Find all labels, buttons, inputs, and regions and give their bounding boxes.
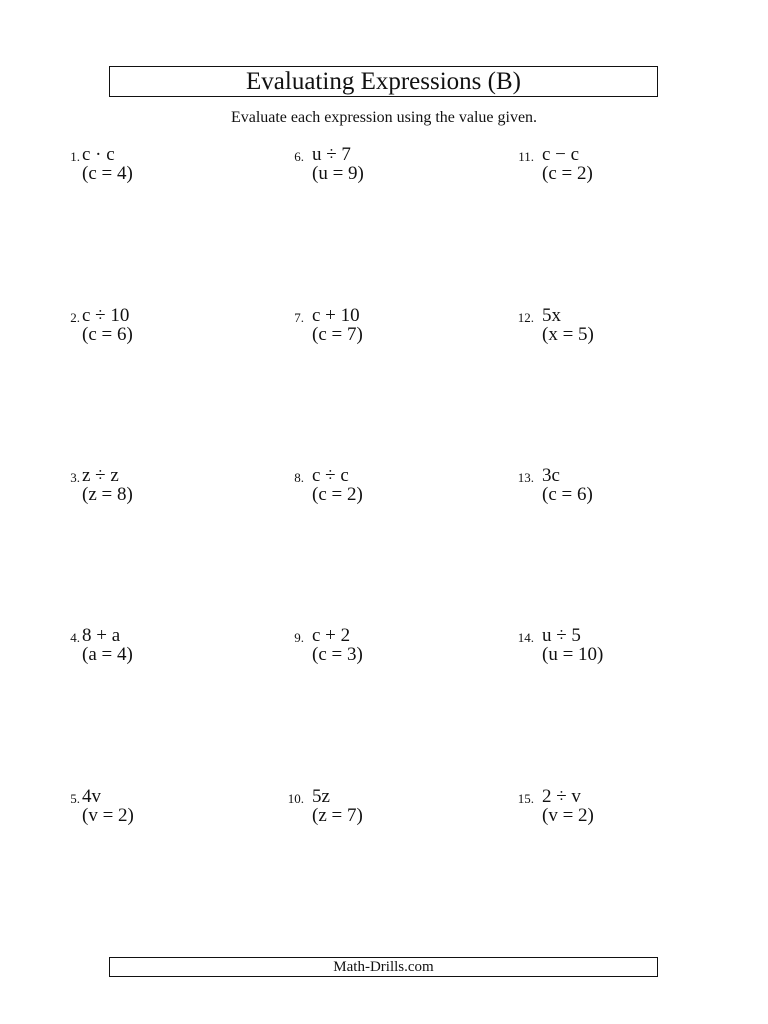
- problem-expression: 4v: [82, 786, 101, 807]
- problem-given-value: (z = 8): [82, 484, 133, 505]
- problem-expression: c − c: [542, 144, 580, 165]
- problem-number: 3.: [70, 470, 80, 485]
- problem-expression: 2 ÷ v: [542, 786, 581, 807]
- problem-expression: c · c: [82, 144, 115, 165]
- problem-number: 1.: [70, 149, 80, 164]
- problem-given-value: (v = 2): [542, 805, 594, 826]
- problem-number: 6.: [294, 149, 304, 164]
- problem-number: 14.: [517, 630, 534, 645]
- footer-site-name: Math-Drills.com: [109, 957, 658, 977]
- problem-number: 5.: [70, 791, 80, 806]
- problem-given-value: (c = 7): [312, 324, 363, 345]
- problem-expression: c ÷ 10: [82, 305, 130, 326]
- problem-given-value: (v = 2): [82, 805, 134, 826]
- problem-number: 4.: [70, 630, 80, 645]
- problem-given-value: (z = 7): [312, 805, 363, 826]
- problem-expression: 5z: [312, 786, 330, 807]
- instructions: Evaluate each expression using the value given.: [230, 109, 538, 126]
- problem-number: 11.: [518, 149, 534, 164]
- problem-given-value: (c = 2): [542, 163, 593, 184]
- problem-expression: c + 10: [312, 305, 360, 326]
- problem-given-value: (c = 6): [542, 484, 593, 505]
- problem-number: 15.: [517, 791, 534, 806]
- problem-number: 9.: [294, 630, 304, 645]
- problem-given-value: (u = 9): [312, 163, 364, 184]
- problem-expression: z ÷ z: [82, 465, 119, 486]
- problem-expression: 8 + a: [82, 625, 121, 646]
- problem-number: 7.: [294, 310, 304, 325]
- problem-expression: u ÷ 5: [542, 625, 581, 646]
- problem-expression: u ÷ 7: [312, 144, 351, 165]
- problem-given-value: (c = 2): [312, 484, 363, 505]
- problem-given-value: (a = 4): [82, 644, 133, 665]
- problem-expression: c + 2: [312, 625, 351, 646]
- problem-number: 8.: [294, 470, 304, 485]
- problem-given-value: (u = 10): [542, 644, 604, 665]
- problem-expression: 5x: [542, 305, 561, 326]
- problem-number: 10.: [287, 791, 304, 806]
- problem-given-value: (x = 5): [542, 324, 594, 345]
- problem-given-value: (c = 6): [82, 324, 133, 345]
- worksheet-title: Evaluating Expressions (B): [109, 66, 658, 97]
- problem-number: 13.: [517, 470, 534, 485]
- problem-number: 12.: [517, 310, 534, 325]
- problem-expression: c ÷ c: [312, 465, 349, 486]
- problem-number: 2.: [70, 310, 80, 325]
- problem-given-value: (c = 4): [82, 163, 133, 184]
- problem-expression: 3c: [542, 465, 560, 486]
- problem-given-value: (c = 3): [312, 644, 363, 665]
